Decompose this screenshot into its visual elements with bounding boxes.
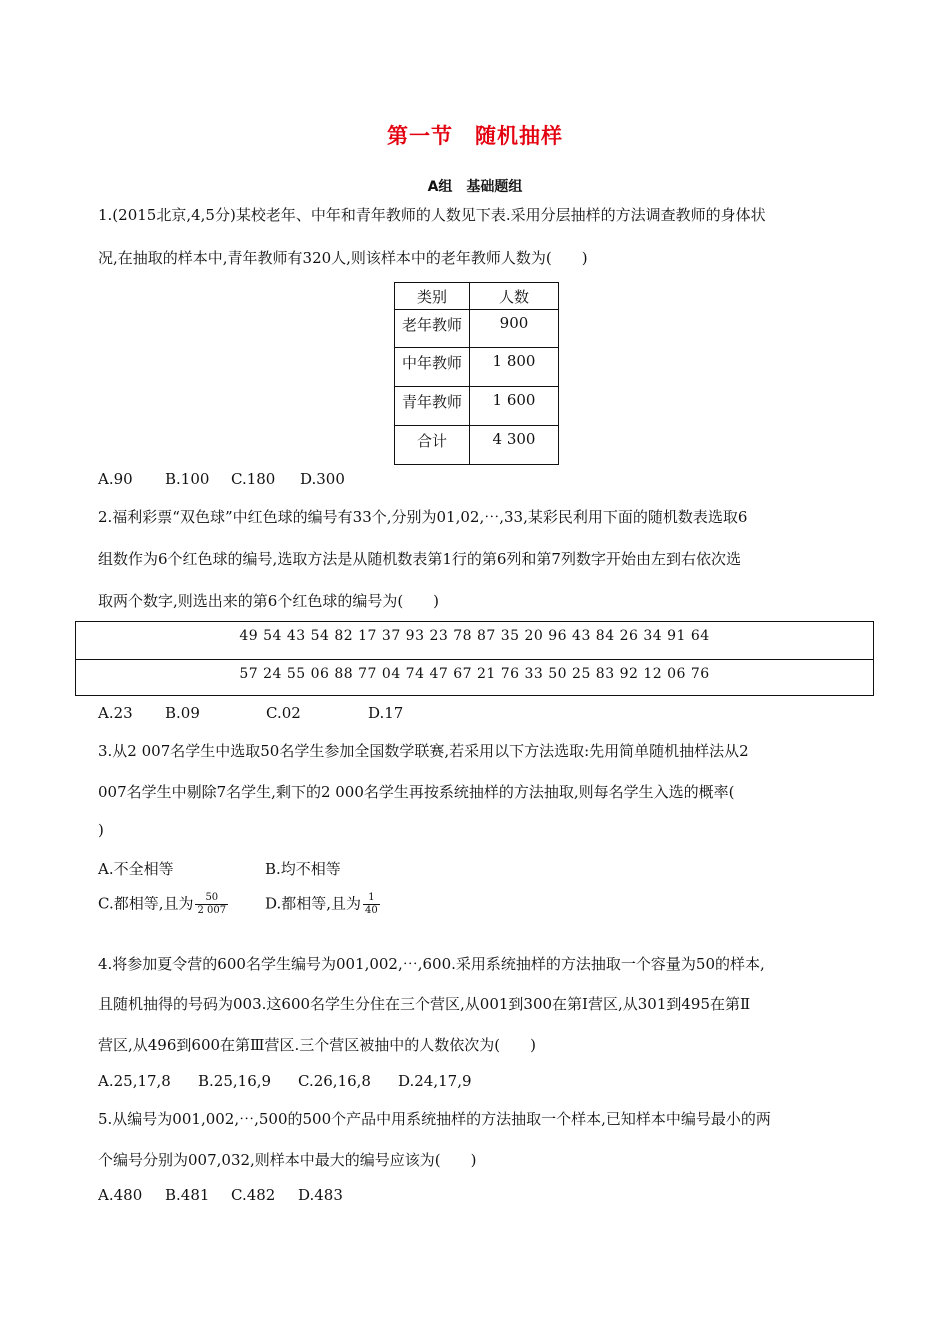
table-header: 人数	[470, 283, 559, 310]
fraction-numerator: 50	[195, 892, 228, 905]
q3-option-a: A.不全相等	[98, 860, 174, 878]
fraction-denominator: 2 007	[197, 905, 227, 916]
q4-option-a: A.25,17,8	[98, 1072, 171, 1090]
q5-option-b: B.481	[165, 1186, 210, 1204]
q1-line2: 况,在抽取的样本中,青年教师有320人,则该样本中的老年教师人数为( )	[98, 249, 588, 267]
teacher-count-table	[394, 282, 559, 465]
q3-option-b: B.均不相等	[265, 860, 341, 878]
q3-line1: 3.从2 007名学生中选取50名学生参加全国数学联赛,若采用以下方法选取:先用简单随机抽样法从2	[98, 742, 749, 760]
q3-option-c-text: C.都相等,且为	[98, 894, 194, 913]
q2-line1: 2.福利彩票“双色球”中红色球的编号有33个,分别为01,02,⋯,33,某彩民利用下面的随机数表选取6	[98, 508, 748, 526]
table-cell: 中年教师	[395, 348, 470, 387]
table-cell: 老年教师	[395, 310, 470, 348]
table-cell: 青年教师	[395, 387, 470, 426]
table-cell: 1 800	[470, 348, 559, 387]
q2-option-c: C.02	[266, 704, 301, 722]
q3-line3: )	[98, 821, 104, 839]
q4-option-d: D.24,17,9	[398, 1072, 472, 1090]
q5-option-a: A.480	[98, 1186, 143, 1204]
random-row-1: 49 54 43 54 82 17 37 93 23 78 87 35 20 96 43 84 26 34 91 64	[239, 628, 710, 644]
fraction-numerator: 1	[363, 892, 380, 905]
q5-option-d: D.483	[298, 1186, 343, 1204]
table-cell: 4 300	[470, 426, 559, 465]
q2-line2: 组数作为6个红色球的编号,选取方法是从随机数表第1行的第6列和第7列数字开始由左到右依次选	[98, 550, 741, 568]
q1-option-d: D.300	[300, 470, 345, 488]
q1-line1: 1.(2015北京,4,5分)某校老年、中年和青年教师的人数见下表.采用分层抽样的方法调查教师的身体状	[98, 206, 766, 224]
q2-option-a: A.23	[98, 704, 133, 722]
table-cell: 1 600	[470, 387, 559, 426]
q4-line2: 且随机抽得的号码为003.这600名学生分住在三个营区,从001到300在第Ⅰ营区,从301到495在第Ⅱ	[98, 995, 751, 1013]
q1-option-c: C.180	[231, 470, 276, 488]
q3-option-d	[265, 892, 380, 917]
table-divider	[76, 659, 873, 660]
q3-option-c	[98, 892, 228, 917]
section-title: 第一节 随机抽样	[387, 124, 563, 148]
q4-line3: 营区,从496到600在第Ⅲ营区.三个营区被抽中的人数依次为( )	[98, 1036, 536, 1054]
random-row-2: 57 24 55 06 88 77 04 74 47 67 21 76 33 50 25 83 92 12 06 76	[239, 666, 710, 682]
q2-option-d: D.17	[368, 704, 404, 722]
q5-line1: 5.从编号为001,002,⋯,500的500个产品中用系统抽样的方法抽取一个样本,已知样本中编号最小的两	[98, 1110, 771, 1128]
q3-line2: 007名学生中剔除7名学生,剩下的2 000名学生再按系统抽样的方法抽取,则每名学生入选的概率(	[98, 783, 735, 801]
q3-option-d-text: D.都相等,且为	[265, 894, 362, 913]
q4-option-c: C.26,16,8	[298, 1072, 371, 1090]
group-title: A组 基础题组	[427, 179, 523, 195]
q5-line2: 个编号分别为007,032,则样本中最大的编号应该为( )	[98, 1151, 477, 1169]
q1-option-b: B.100	[165, 470, 210, 488]
fraction	[195, 892, 228, 917]
table-header: 类别	[395, 283, 470, 310]
random-number-table	[75, 621, 874, 696]
q4-option-b: B.25,16,9	[198, 1072, 272, 1090]
q2-option-b: B.09	[165, 704, 200, 722]
q2-line3: 取两个数字,则选出来的第6个红色球的编号为( )	[98, 592, 440, 610]
q4-line1: 4.将参加夏令营的600名学生编号为001,002,⋯,600.采用系统抽样的方法抽取一个容量为50的样本,	[98, 955, 765, 973]
table-cell: 合计	[395, 426, 470, 465]
fraction-denominator: 40	[365, 905, 378, 916]
q1-option-a: A.90	[98, 470, 133, 488]
q5-option-c: C.482	[231, 1186, 276, 1204]
table-cell: 900	[470, 310, 559, 348]
fraction	[363, 892, 380, 917]
